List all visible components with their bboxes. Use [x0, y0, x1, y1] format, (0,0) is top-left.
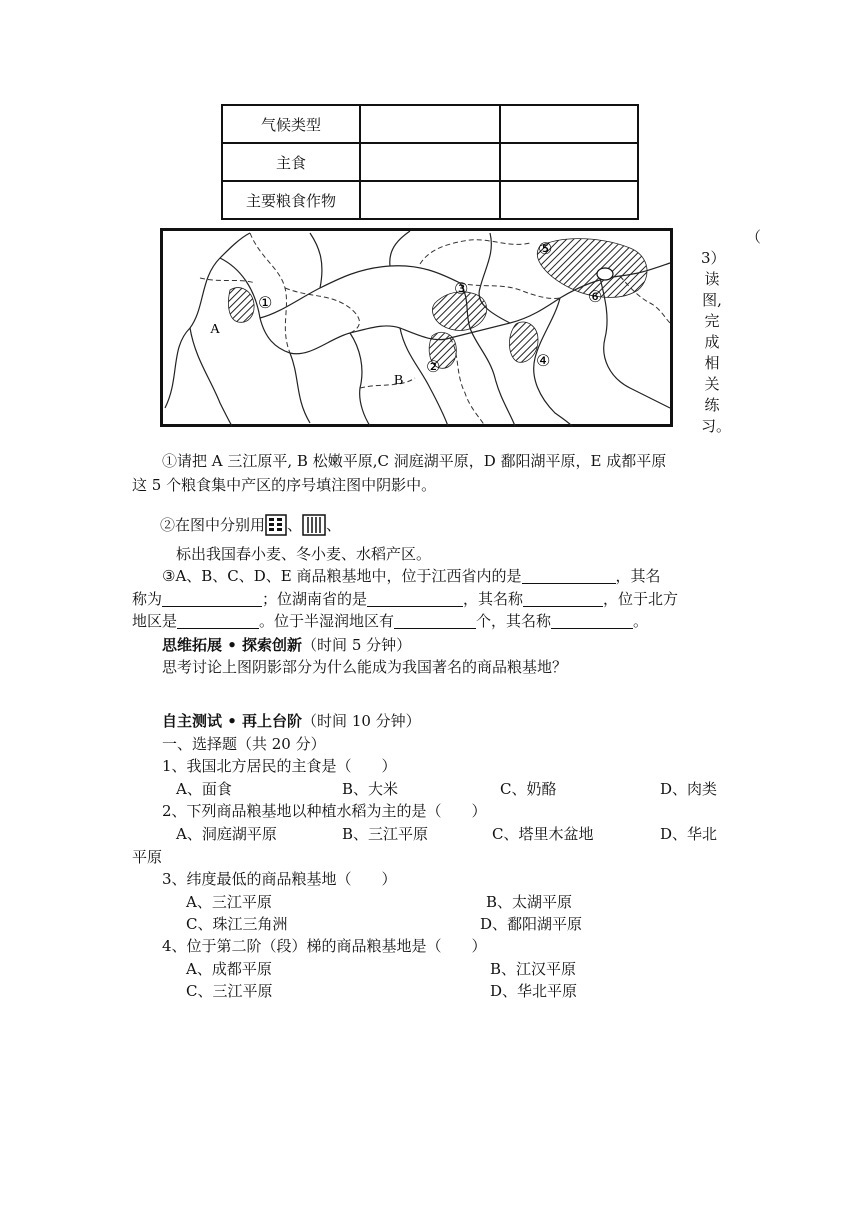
map-lakes [597, 268, 613, 280]
option-2d: D、华北 [660, 825, 718, 843]
q3-paren: （ [746, 228, 762, 246]
map-marker-2: ② [426, 357, 441, 376]
crop-table [221, 104, 639, 220]
option-3c: C、珠江三角洲 [186, 915, 288, 933]
item3-text: 地区是 [132, 612, 178, 630]
option-1b: B、大米 [342, 780, 399, 798]
option-1d: D、肉类 [660, 780, 718, 798]
map-label-b: B [394, 373, 404, 388]
table-cell [500, 105, 638, 143]
vchar: 成 [704, 333, 720, 351]
table-row [222, 181, 638, 219]
item3-text: ③A、B、C、D、E 商品粮基地中，位于江西省内的是 [162, 567, 522, 585]
option-4c: C、三江平原 [186, 982, 273, 1000]
answer-blank[interactable] [177, 612, 259, 629]
item3-text: ，其名 [615, 567, 661, 585]
option-2c: C、塔里木盆地 [492, 825, 594, 843]
answer-blank[interactable] [523, 590, 603, 607]
vchar: 读 [704, 270, 720, 288]
test-time: （时间 10 分钟） [302, 712, 421, 730]
answer-blank[interactable] [551, 612, 633, 629]
map-marker-5: ⑤ [538, 239, 553, 258]
item3-text: ，位于北方 [603, 590, 679, 608]
answer-blank[interactable] [367, 590, 463, 607]
vchar: 图, [702, 291, 722, 309]
option-2a: A、洞庭湖平原 [176, 825, 277, 843]
vchar: 相 [704, 354, 720, 372]
question-stem-3: 3、纬度最低的商品粮基地（ ） [162, 870, 397, 888]
table-row [222, 143, 638, 181]
item2-prefix: ②在图中分别用 [160, 516, 266, 534]
map-marker-6: ⑥ [588, 287, 603, 306]
extend-heading [162, 634, 411, 656]
spring-wheat-symbol-icon [265, 514, 287, 536]
item3-text: ，其名称 [463, 590, 524, 608]
item3-line1 [162, 565, 661, 587]
table-cell [500, 181, 638, 219]
option-1c: C、奶酪 [500, 780, 557, 798]
grain-base-map [160, 228, 674, 428]
question-stem-2: 2、下列商品粮基地以种植水稻为主的是（ ） [162, 802, 487, 820]
table-cell-label: 气候类型 [222, 105, 360, 143]
answer-blank[interactable] [522, 567, 616, 584]
question-stem-4: 4、位于第二阶（段）梯的商品粮基地是（ ） [162, 937, 487, 955]
extend-time: （时间 5 分钟） [302, 636, 412, 654]
option-4a: A、成都平原 [186, 960, 272, 978]
item3-text: 。 [633, 612, 649, 630]
item2-sep1: 、 [287, 516, 303, 534]
item3-text: ；位湖南省的是 [262, 590, 368, 608]
option-3d: D、鄱阳湖平原 [480, 915, 583, 933]
map-marker-3: ③ [454, 279, 469, 298]
item3-text: 。位于半湿润地区有 [259, 612, 395, 630]
option-2b: B、三江平原 [342, 825, 429, 843]
item3-text: 个，其名称 [476, 612, 552, 630]
test-section: 一、选择题（共 20 分） [162, 735, 326, 753]
vchar: 练 [704, 396, 720, 414]
table-cell-label: 主食 [222, 143, 360, 181]
map-label-a: A [210, 322, 221, 337]
item2-line1 [160, 510, 341, 540]
item2-sep2: 、 [326, 516, 342, 534]
vchar: 完 [704, 312, 720, 330]
table-cell [360, 105, 500, 143]
vchar: 关 [704, 375, 720, 393]
test-title: 自主测试 • 再上台阶 [162, 712, 303, 730]
answer-blank[interactable] [162, 590, 262, 607]
item3-line3 [132, 610, 648, 632]
q3-vertical-text [701, 248, 732, 437]
option-4b: B、江汉平原 [490, 960, 577, 978]
table-cell-label: 主要粮食作物 [222, 181, 360, 219]
extend-question: 思考讨论上图阴影部分为什么能成为我国著名的商品粮基地？ [162, 658, 568, 676]
option-3a: A、三江平原 [186, 893, 272, 911]
option-3b: B、太湖平原 [486, 893, 573, 911]
answer-blank[interactable] [394, 612, 476, 629]
map-marker-1: ① [258, 293, 273, 312]
option-1a: A、面食 [176, 780, 232, 798]
table-cell [360, 181, 500, 219]
item3-line2 [132, 588, 678, 610]
winter-wheat-symbol-icon [302, 514, 326, 536]
item1-line1: ①请把 A 三江原平, B 松嫩平原,C 洞庭湖平原，D 鄱阳湖平原，E 成都平原 [162, 452, 667, 470]
test-heading [162, 710, 421, 732]
option-4d: D、华北平原 [490, 982, 578, 1000]
table-cell [500, 143, 638, 181]
vchar: 习。 [701, 417, 732, 435]
item3-text: 称为 [132, 590, 163, 608]
table-row [222, 105, 638, 143]
question-stem-1: 1、我国北方居民的主食是（ ） [162, 757, 397, 775]
table-cell [360, 143, 500, 181]
option-2d-wrap: 平原 [132, 848, 163, 866]
vchar: 3） [701, 249, 726, 267]
item1-line2: 这 5 个粮食集中产区的序号填注图中阴影中。 [132, 476, 437, 494]
map-marker-4: ④ [536, 351, 551, 370]
extend-title: 思维拓展 • 探索创新 [162, 636, 303, 654]
item2-line2: 标出我国春小麦、冬小麦、水稻产区。 [176, 545, 432, 563]
